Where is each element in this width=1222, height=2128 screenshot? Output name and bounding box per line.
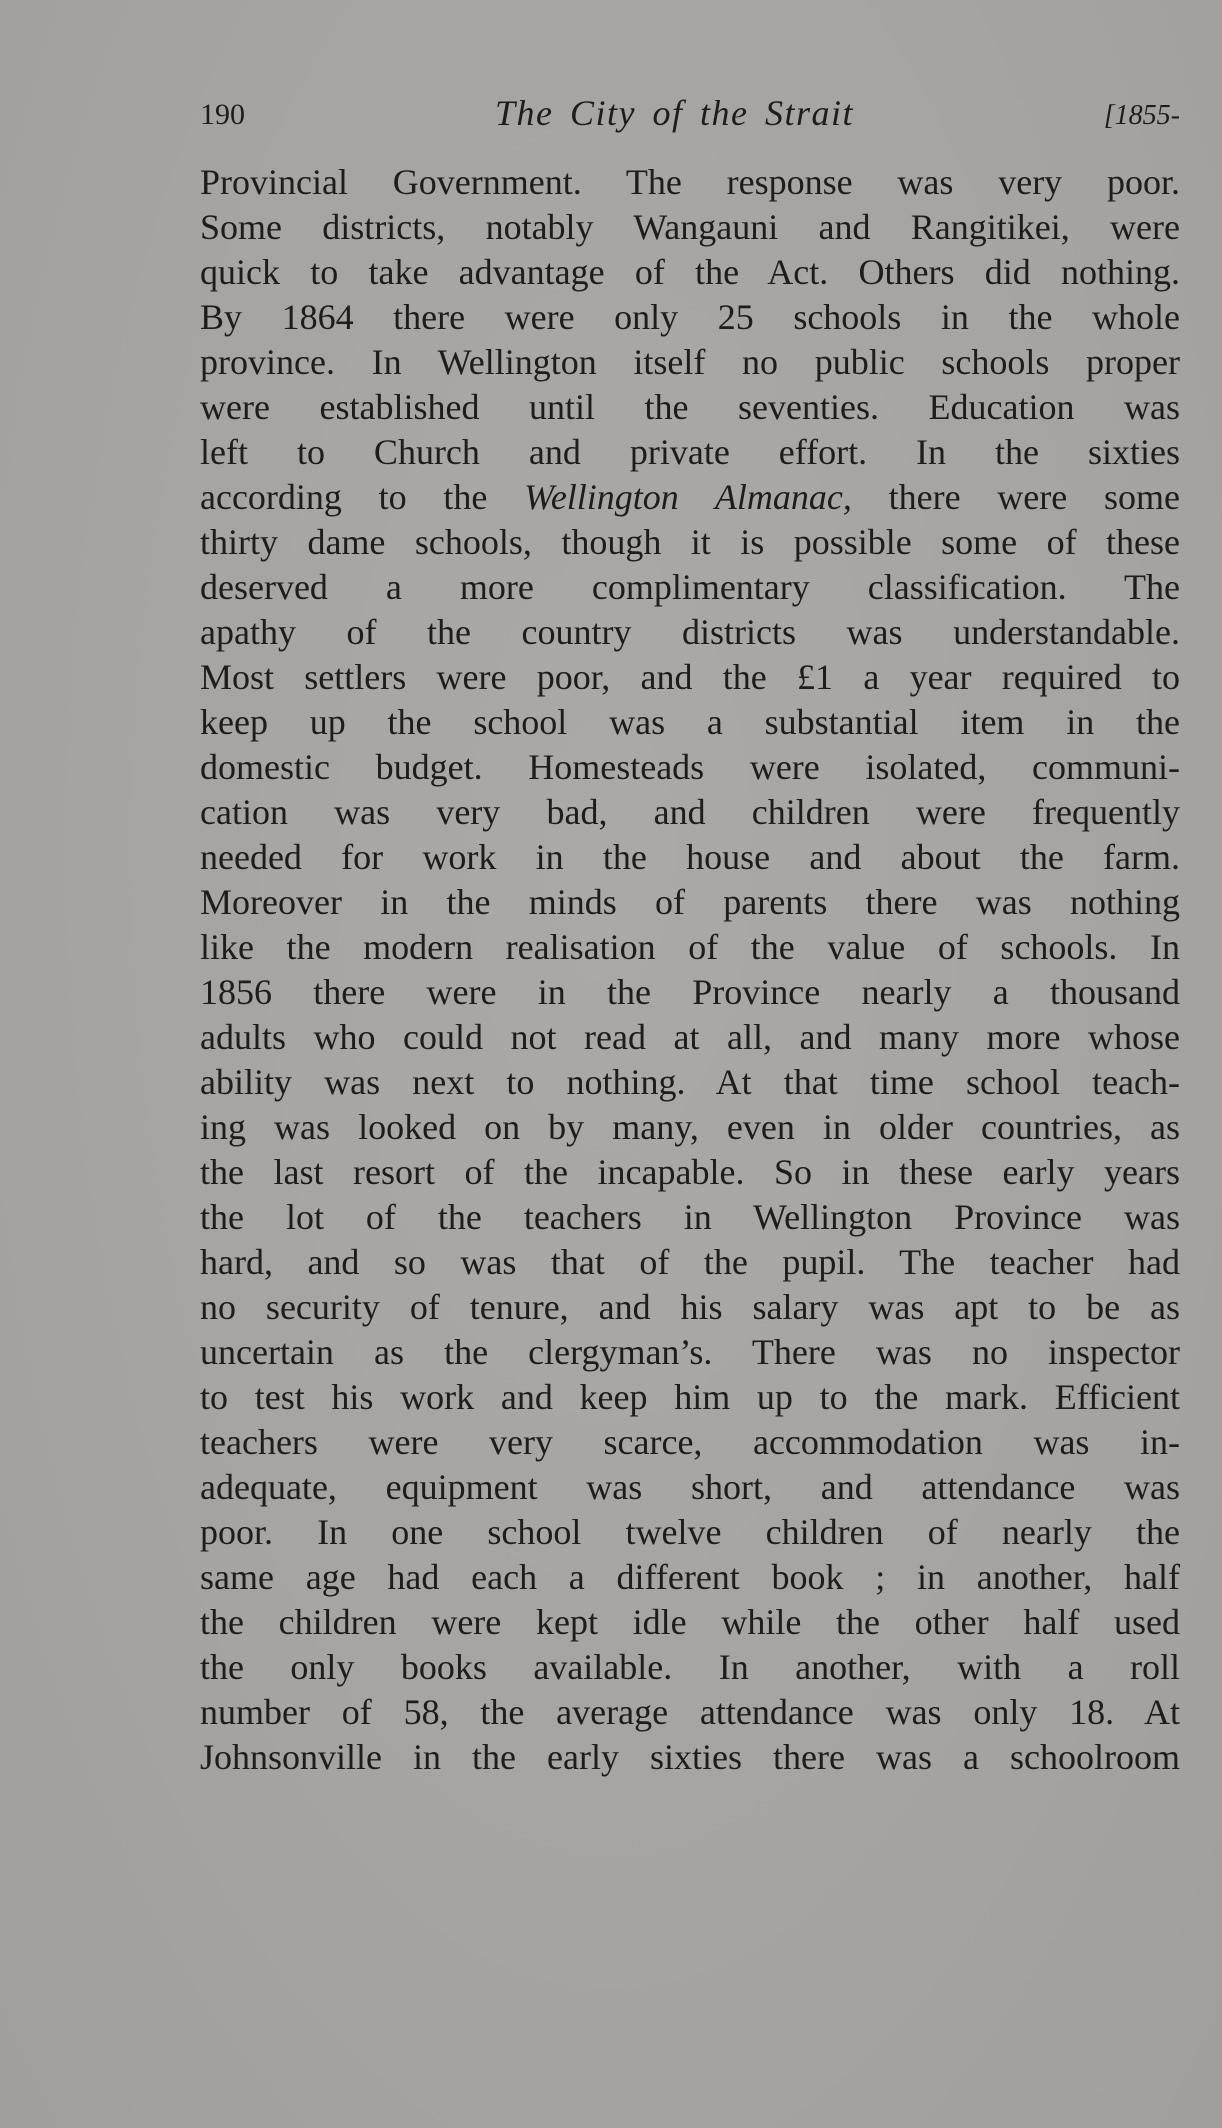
text-line: By 1864 there were only 25 schools in the whole: [200, 297, 1180, 337]
text-line: cation was very bad, and children were frequently: [200, 792, 1180, 832]
text-line: quick to take advantage of the Act. Others did nothing.: [200, 252, 1180, 292]
italic-title: Wellington Almanac,: [524, 477, 852, 517]
text-line: the only books available. In another, with a roll: [200, 1647, 1180, 1687]
text-line: Johnsonville in the early sixties there was a schoolroom: [200, 1737, 1180, 1777]
text-line: thirty dame schools, though it is possible some of these: [200, 522, 1180, 562]
date-marker: [1855-: [1103, 100, 1180, 131]
text-line: 1856 there were in the Province nearly a thousand: [200, 972, 1180, 1012]
text-line: the last resort of the incapable. So in these early years: [200, 1152, 1180, 1192]
text-line: no security of tenure, and his salary was apt to be as: [200, 1287, 1180, 1327]
text-line: adequate, equipment was short, and attendance was: [200, 1467, 1180, 1507]
text-line: hard, and so was that of the pupil. The teacher had: [200, 1242, 1180, 1282]
text-line: uncertain as the clergyman’s. There was no inspector: [200, 1332, 1180, 1372]
text-line: to test his work and keep him up to the mark. Efficient: [200, 1377, 1180, 1417]
text-line: domestic budget. Homesteads were isolated, communi-: [200, 747, 1180, 787]
text-line: according to the Wellington Almanac, there were some: [200, 477, 1180, 517]
text-line: Provincial Government. The response was very poor.: [200, 162, 1180, 202]
text-line: poor. In one school twelve children of nearly the: [200, 1512, 1180, 1552]
page-header: [200, 92, 1180, 142]
text-line: were established until the seventies. Education was: [200, 387, 1180, 427]
body-text: [200, 160, 1180, 1780]
text-line: ability was next to nothing. At that time school teach-: [200, 1062, 1180, 1102]
text-line: needed for work in the house and about the farm.: [200, 837, 1180, 877]
text-line: like the modern realisation of the value of schools. In: [200, 927, 1180, 967]
text-line: deserved a more complimentary classification. The: [200, 567, 1180, 607]
running-title: The City of the Strait: [495, 93, 854, 133]
text-line: ing was looked on by many, even in older countries, as: [200, 1107, 1180, 1147]
text-line: same age had each a different book ; in another, half: [200, 1557, 1180, 1597]
text-line: Some districts, notably Wangauni and Rangitikei, were: [200, 207, 1180, 247]
text-line: left to Church and private effort. In the sixties: [200, 432, 1180, 472]
text-line: number of 58, the average attendance was only 18. At: [200, 1692, 1180, 1732]
page-number: 190: [200, 98, 245, 131]
text-line: apathy of the country districts was understandable.: [200, 612, 1180, 652]
text-line: the children were kept idle while the other half used: [200, 1602, 1180, 1642]
text-line: Moreover in the minds of parents there was nothing: [200, 882, 1180, 922]
text-line: adults who could not read at all, and many more whose: [200, 1017, 1180, 1057]
text-line: the lot of the teachers in Wellington Province was: [200, 1197, 1180, 1237]
text-line: keep up the school was a substantial item in the: [200, 702, 1180, 742]
text-line: teachers were very scarce, accommodation was in-: [200, 1422, 1180, 1462]
text-line: province. In Wellington itself no public schools proper: [200, 342, 1180, 382]
text-line: Most settlers were poor, and the £1 a year required to: [200, 657, 1180, 697]
